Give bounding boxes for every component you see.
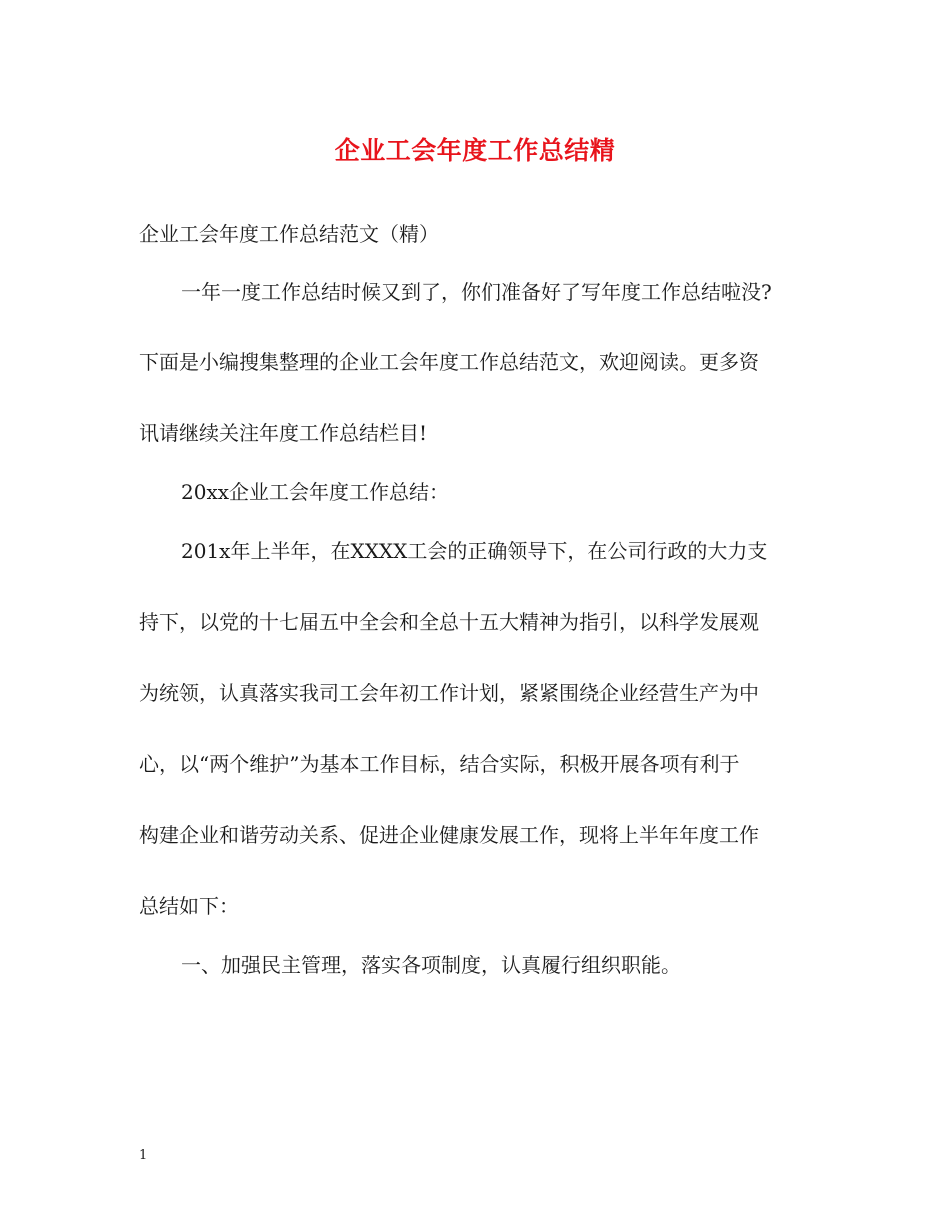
body-line: 心，以“两个维护”为基本工作目标，结合实际，积极开展各项有利于 [139,752,740,776]
body-line: 企业工会年度工作总结范文（精） [139,222,439,246]
body-line: 持下，以党的十七届五中全会和全总十五大精神为指引，以科学发展观 [139,610,759,634]
page-number: 1 [139,1148,148,1163]
body-line: 讯请继续关注年度工作总结栏目! [139,421,428,445]
body-line: 一、加强民主管理，落实各项制度，认真履行组织职能。 [181,953,681,977]
body-line: 201x年上半年，在XXXX工会的正确领导下，在公司行政的大力支 [181,539,768,563]
document-title: 企业工会年度工作总结精 [334,136,616,165]
body-line: 20xx企业工会年度工作总结： [181,480,450,504]
body-line: 构建企业和谐劳动关系、促进企业健康发展工作，现将上半年年度工作 [139,823,759,847]
document-body [139,216,829,983]
body-line: 一年一度工作总结时候又到了，你们准备好了写年度工作总结啦没? [181,280,772,304]
body-line: 下面是小编搜集整理的企业工会年度工作总结范文，欢迎阅读。更多资 [139,350,759,374]
body-line: 总结如下： [139,894,239,918]
body-line: 为统领，认真落实我司工会年初工作计划，紧紧围绕企业经营生产为中 [139,681,759,705]
